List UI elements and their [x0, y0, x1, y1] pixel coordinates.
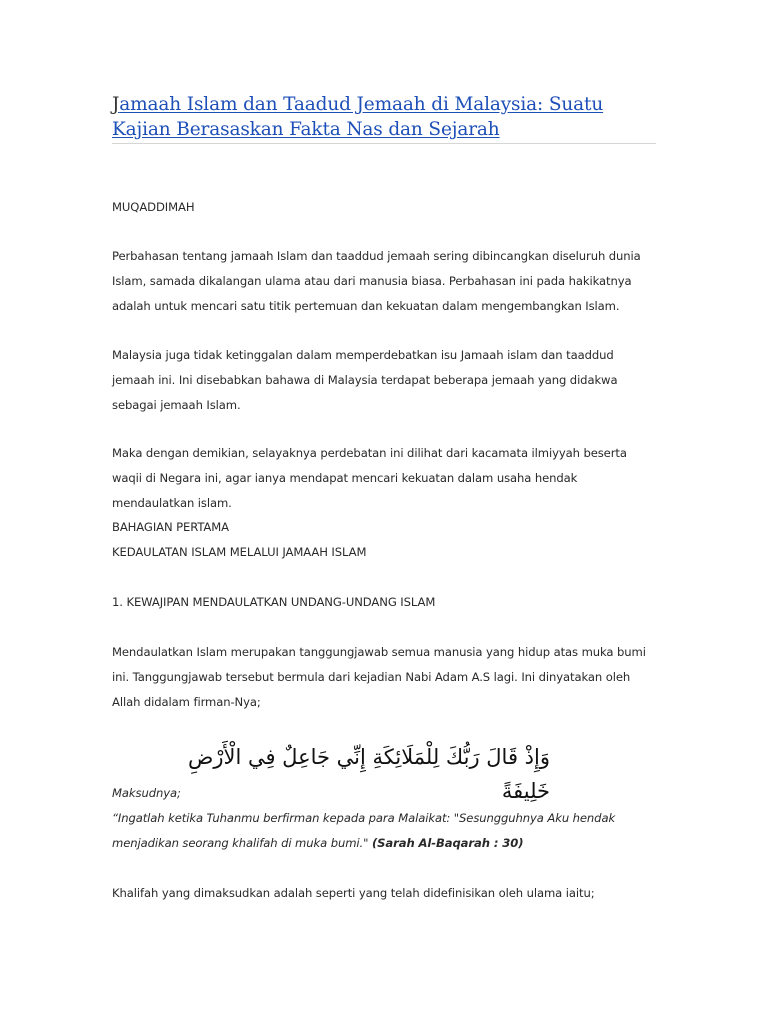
paragraph-3: Maka dengan demikian, selayaknya perdebatan ini dilihat dari kacamata ilmiyyah beserta waqii di Negara ini, agar ianya mendapat mencari kekuatan dalam usaha hendak mendaulatkan islam.	[112, 446, 627, 510]
paragraph-2: Malaysia juga tidak ketinggalan dalam memperdebatkan isu Jamaah islam dan taaddud jemaah ini. Ini disebabkan bahawa di Malaysia terdapat beberapa jemaah yang didakwa sebagai jemaah Islam.	[112, 348, 618, 412]
part-heading: BAHAGIAN PERTAMA	[112, 520, 229, 534]
paragraph-5: Khalifah yang dimaksudkan adalah seperti yang telah didefinisikan oleh ulama iaitu;	[112, 886, 595, 900]
title-first-letter: J	[112, 94, 120, 115]
paragraph-1: Perbahasan tentang jamaah Islam dan taaddud jemaah sering dibincangkan diseluruh dunia Islam, samada dikalangan ulama atau dari manusia biasa. Perbahasan ini pada hakikatnya adalah untuk mencari satu titik pertemuan dan kekuatan dalam mengembangkan Islam.	[112, 249, 641, 313]
title-divider	[112, 143, 656, 144]
paragraph-4: Mendaulatkan Islam merupakan tanggungjawab semua manusia yang hidup atas muka bumi ini. Tanggungjawab tersebut bermula dari kejadian Nabi Adam A.S lagi. Ini dinyatakan oleh Allah didalam firman-Nya;	[112, 645, 646, 709]
title-rest: amaah Islam dan Taadud Jemaah di Malaysia: Suatu Kajian Berasaskan Fakta Nas dan Sejarah	[112, 94, 604, 140]
maksudnya-label: Maksudnya;	[112, 786, 181, 800]
muqaddimah-heading: MUQADDIMAH	[112, 200, 195, 214]
translation-text: “Ingatlah ketika Tuhanmu berfirman kepada para Malaikat: "Sesungguhnya Aku hendak menjadikan seorang khalifah di muka bumi."	[112, 811, 616, 850]
verse-translation	[112, 806, 656, 856]
arabic-verse: وَإِذْ قَالَ رَبُّكَ لِلْمَلَائِكَةِ إِنِّي جَاعِلٌ فِي الْأَرْضِ خَلِيفَةً	[187, 745, 550, 803]
verse-citation: (Sarah Al-Baqarah : 30)	[371, 836, 524, 850]
document-title-link[interactable]	[112, 92, 656, 142]
part-subheading: KEDAULATAN ISLAM MELALUI JAMAAH ISLAM	[112, 545, 367, 559]
section-1-heading: 1. KEWAJIPAN MENDAULATKAN UNDANG-UNDANG ISLAM	[112, 595, 436, 609]
